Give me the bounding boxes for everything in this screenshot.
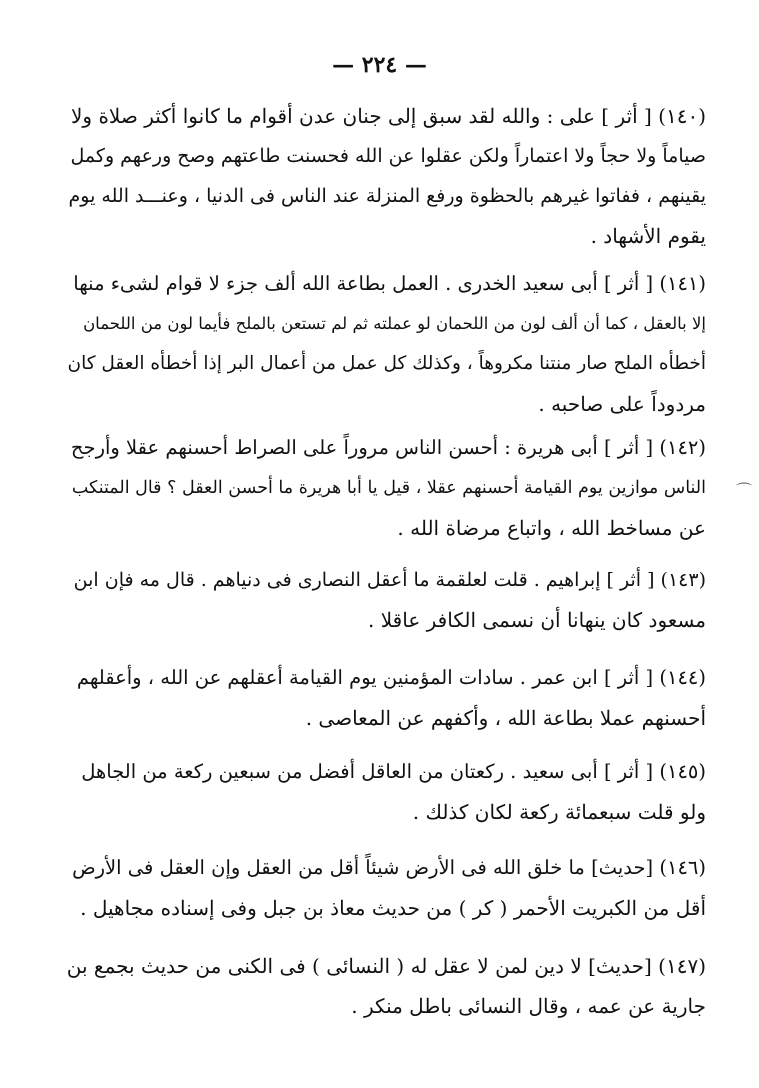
entry-line: يقوم الأشهاد . — [590, 224, 706, 248]
entry-line: عن مساخط الله ، واتباع مرضاة الله . — [397, 516, 706, 540]
entry-line: (١٤٦) [حديث] ما خلق الله فى الأرض شيئاً أقل من العقل وإن العقل فى الأرض — [72, 856, 706, 879]
entry-line: إلا بالعقل ، كما أن ألف لون من اللحمان لو عملته ثم لم تستعن بالملح فأيما لون من اللحمان — [83, 314, 706, 333]
entry-line: جارية عن عمه ، وقال النسائى باطل منكر . — [351, 994, 706, 1018]
entry-line: مردوداً على صاحبه . — [538, 392, 706, 416]
page-number: — ٢٢٤ — — [332, 52, 427, 78]
entry-143 — [66, 560, 706, 640]
entry-144 — [66, 658, 706, 738]
entry-line: (١٤٣) [ أثر ] إبراهيم . قلت لعلقمة ما أعقل النصارى فى دنياهم . قال مه فإن ابن — [73, 569, 706, 591]
entry-line: يقينهم ، ففاتوا غيرهم بالحظوة ورفع المنزلة عند الناس فى الدنيا ، وعنـــد الله يوم — [68, 185, 706, 207]
entry-145 — [66, 752, 706, 832]
entry-line: مسعود كان ينهانا أن نسمى الكافر عاقلا . — [368, 608, 706, 632]
entry-142 — [66, 428, 706, 548]
entry-line: أخطأه الملح صار منتنا مكروهاً ، وكذلك كل عمل من أعمال البر إذا أخطأه العقل كان — [67, 353, 706, 374]
entry-147 — [66, 946, 706, 1026]
entry-line: (١٤٧) [حديث] لا دين لمن لا عقل له ( النسائى ) فى الكنى من حديث بجمع بن — [66, 954, 706, 978]
entry-140 — [66, 96, 706, 256]
entry-line: ولو قلت سبعمائة ركعة لكان كذلك . — [412, 800, 706, 824]
entry-146 — [66, 848, 706, 928]
entry-line: صياماً ولا حجاً ولا اعتماراً ولكن عقلوا عن الله فحسنت طاعتهم وصح ورعهم وكمل — [70, 145, 706, 167]
entry-line: أحسنهم عملا بطاعة الله ، وأكفهم عن المعاصى . — [305, 706, 706, 730]
entry-line: (١٤٠) [ أثر ] على : والله لقد سبق إلى جنان عدن أقوام ما كانوا أكثر صلاة ولا — [71, 104, 706, 128]
entry-line: (١٤٢) [ أثر ] أبى هريرة : أحسن الناس مروراً على الصراط أحسنهم عقلا وأرجح — [70, 436, 706, 459]
entry-line: الناس موازين يوم القيامة أحسنهم عقلا ، قيل يا أبا هريرة ما أحسن العقل ؟ قال المتنكب — [71, 478, 706, 498]
entry-line: (١٤١) [ أثر ] أبى سعيد الخدرى . العمل بطاعة الله ألف جزء لا قوام لشىء منها — [73, 272, 706, 295]
entry-line: (١٤٤) [ أثر ] ابن عمر . سادات المؤمنين يوم القيامة أعقلهم عن الله ، وأعقلهم — [76, 666, 706, 689]
margin-mark: ⌒ — [736, 481, 753, 500]
entry-line: (١٤٥) [ أثر ] أبى سعيد . ركعتان من العاقل أفضل من سبعين ركعة من الجاهل — [81, 760, 706, 783]
entry-141 — [66, 264, 706, 424]
entry-line: أقل من الكبريت الأحمر ( كر ) من حديث معاذ بن جبل وفى إسناده مجاهيل . — [80, 896, 706, 920]
